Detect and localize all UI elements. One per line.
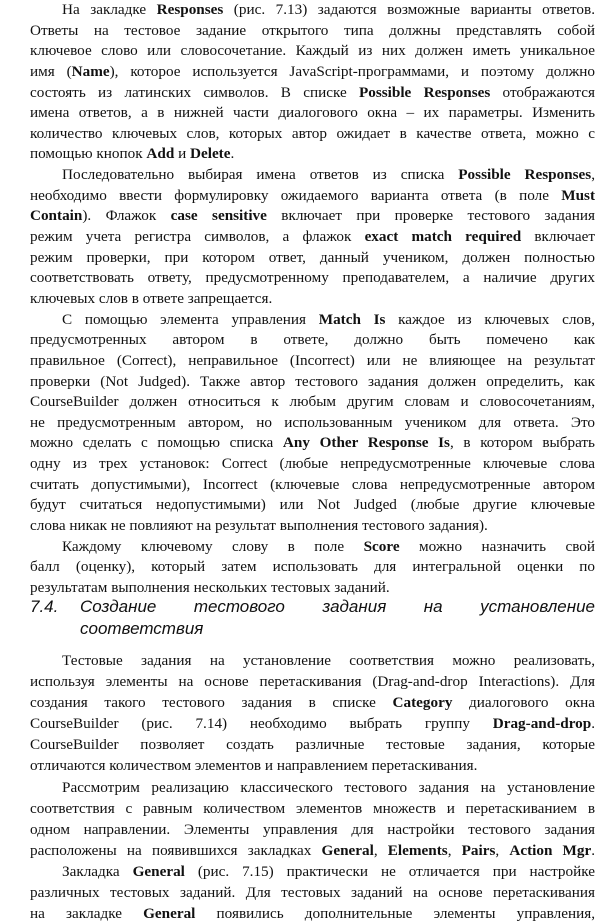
bold-term: Possible Responses [458, 166, 592, 184]
text-line [30, 21, 595, 42]
text-run: включает при проверке тестового задания [266, 207, 595, 225]
text-run: расположены на появившихся закладках [30, 841, 322, 859]
text-line [30, 165, 595, 186]
text-run: С помощью элемента управления [62, 310, 319, 328]
text-line [30, 289, 595, 310]
text-line [30, 650, 595, 671]
bold-term: Responses [156, 1, 224, 18]
text-run: режим учета регистра символов, а флажок [30, 228, 365, 246]
text-run: предусмотренных автором в ответе, должно быть помечено как [30, 331, 595, 349]
text-run: используя элементы на основе перетаскивания (Drag-and-drop Interactions). Для [30, 673, 595, 691]
text-run: слова никак не повлияют на результат выполнения тестового задания). [30, 517, 488, 535]
text-run: одну из трех установок: Correct (любые непредусмотренные ключевые слова [30, 455, 595, 473]
text-block-responses [30, 0, 595, 599]
text-run: (рис. 7.13) задаются возможные варианты ответов. [223, 1, 595, 18]
text-line [30, 692, 595, 713]
text-block-matching [30, 650, 595, 924]
text-line [30, 310, 595, 331]
text-run: , в котором выбрать [449, 434, 595, 452]
section-title-line-2: соответствия [80, 619, 204, 638]
text-run: . [591, 841, 596, 859]
text-line [30, 372, 595, 393]
text-line [30, 62, 595, 83]
text-line [30, 713, 595, 734]
text-run: на закладке [30, 905, 144, 923]
text-line [30, 495, 595, 516]
text-run: имя ( [30, 62, 72, 80]
text-run: (рис. 7.15) практически не отличается при настройке [184, 862, 595, 880]
text-line [30, 557, 595, 578]
text-run: ключевых слов в ответе запрещается. [30, 289, 273, 307]
text-run: ), которое используется JavaScript-программами, и поэтому должно [109, 62, 595, 80]
text-line [30, 903, 595, 924]
text-line [30, 186, 595, 207]
text-line [30, 206, 595, 227]
text-line [30, 882, 595, 903]
text-run: каждое из ключевых слов, [385, 310, 595, 328]
bold-term: Elements [387, 841, 448, 859]
text-run: состоять из латинских символов. В списке [30, 83, 359, 101]
text-run: CourseBuilder должен относиться к любым другим словам и словосочетаниям, [30, 393, 595, 411]
text-run: , [495, 841, 510, 859]
text-run: включает [521, 228, 596, 246]
text-run: Закладка [62, 862, 133, 880]
bold-term: Score [363, 537, 400, 555]
text-line [30, 268, 595, 289]
text-line [30, 351, 595, 372]
bold-term: Name [71, 62, 110, 80]
text-run: создания такого тестового задания в списке [30, 694, 393, 712]
text-run: одном направлении. Элементы управления для настройки тестового задания [30, 820, 595, 838]
text-line [30, 144, 595, 165]
text-line [30, 413, 595, 434]
text-run: CourseBuilder позволяет создать различные тестовые задания, которые [30, 736, 595, 754]
text-line [30, 861, 595, 882]
text-line [30, 734, 595, 755]
text-line [30, 433, 595, 454]
text-run: появились дополнительные элементы управления, [195, 905, 595, 923]
text-run: ). Флажок [82, 207, 171, 225]
bold-term: General [132, 862, 185, 880]
text-run: ключевое слово или словосочетание. Каждый из них должен иметь уникальное [30, 42, 595, 60]
bold-term: Action Mgr [509, 841, 592, 859]
text-run: балл (оценку), который затем использовать для интегральной оценки по [30, 558, 595, 576]
bold-term: Pairs [461, 841, 496, 859]
text-line [30, 0, 595, 21]
text-run: правильное (Correct), неправильное (Incorrect) или не влияющее на результат [30, 351, 595, 369]
text-run: . [230, 145, 235, 163]
bold-term: case sensitive [170, 207, 267, 225]
bold-term: Contain [30, 207, 83, 225]
text-run: , [373, 841, 388, 859]
text-run: количество ключевых слов, которых автор ожидает в качестве ответа, можно с [30, 124, 595, 142]
text-run: Последовательно выбирая имена ответов из списка [62, 166, 459, 184]
bold-term: Match Is [318, 310, 386, 328]
text-run: , [447, 841, 462, 859]
text-line [30, 248, 595, 269]
text-run: проверки (Not Judged). Также автор тестового задания должен определить, как [30, 372, 595, 390]
text-line [30, 671, 595, 692]
text-run: можно сделать с помощью списка [30, 434, 283, 452]
text-run: помощью кнопок [30, 145, 147, 163]
text-run: необходимо ввести формулировку ожидаемого варианта ответа (в поле [30, 186, 562, 204]
text-run: Рассмотрим реализацию классического тестового задания на установление [62, 778, 595, 796]
text-line [30, 755, 595, 776]
text-line [30, 103, 595, 124]
text-line [30, 798, 595, 819]
text-line [30, 516, 595, 537]
text-line [30, 392, 595, 413]
bold-term: Delete [190, 145, 231, 163]
section-heading [30, 596, 595, 640]
text-run: Тестовые задания на установление соответствия можно реализовать, [62, 652, 595, 669]
text-line [30, 454, 595, 475]
text-run: имена ответов, а в нижней части диалогового окна – их параметры. Изменить [30, 104, 595, 122]
bold-term: Drag-and-drop [492, 715, 592, 733]
bold-term: Category [392, 694, 453, 712]
text-line [30, 227, 595, 248]
bold-term: General [143, 905, 196, 923]
section-title-line-1: Создание тестового задания на установление [80, 597, 595, 616]
text-run: режим проверки, при котором ответ, данный учеником, должен полностью [30, 248, 595, 266]
bold-term: Possible Responses [358, 83, 491, 101]
text-line [30, 41, 595, 62]
text-run: CourseBuilder (рис. 7.14) необходимо выбрать группу [30, 715, 493, 733]
text-run: соответствовать ответу, предусмотренному преподавателем, а наличие других [30, 269, 595, 287]
bold-term: Any Other Response Is [282, 434, 450, 452]
text-run: На закладке [62, 1, 157, 18]
text-line [30, 83, 595, 104]
text-run: Каждому ключевому слову в поле [62, 537, 364, 555]
text-run: результатам выполнения нескольких тестовых заданий. [30, 578, 390, 596]
text-line [30, 124, 595, 145]
bold-term: exact match required [364, 228, 522, 246]
text-run: можно назначить свой [399, 537, 595, 555]
text-run: соответствия с равным количеством элементов множеств и перетаскиванием в [30, 799, 595, 817]
bold-term: Add [146, 145, 175, 163]
text-run: , [591, 166, 595, 184]
bold-term: Must [561, 186, 595, 204]
text-line [30, 475, 595, 496]
text-line [30, 819, 595, 840]
text-run: . [591, 715, 595, 733]
text-run: Ответы на тестовое задание открытого типа должны представлять собой [30, 21, 595, 39]
text-run: диалогового окна [452, 694, 595, 712]
section-number: 7.4. [30, 597, 59, 616]
text-line [30, 777, 595, 798]
text-run: различных тестовых заданий. Для тестовых заданий на основе перетаскивания [30, 884, 595, 902]
text-run: отображаются [490, 83, 595, 101]
text-run: не предусмотренным автором, но использованным учеником для ответа. Это [30, 413, 595, 431]
text-run: будут считаться недопустимыми) или Not Judged (любые другие ключевые [30, 496, 595, 514]
bold-term: General [321, 841, 374, 859]
text-line [30, 840, 595, 861]
text-run: и [174, 145, 191, 163]
text-run: считать допустимыми), Incorrect (ключевые слова непредусмотренные автором [30, 475, 595, 493]
text-line [30, 537, 595, 558]
text-run: отличаются количеством элементов и направлением перетаскивания. [30, 757, 478, 775]
text-line [30, 330, 595, 351]
